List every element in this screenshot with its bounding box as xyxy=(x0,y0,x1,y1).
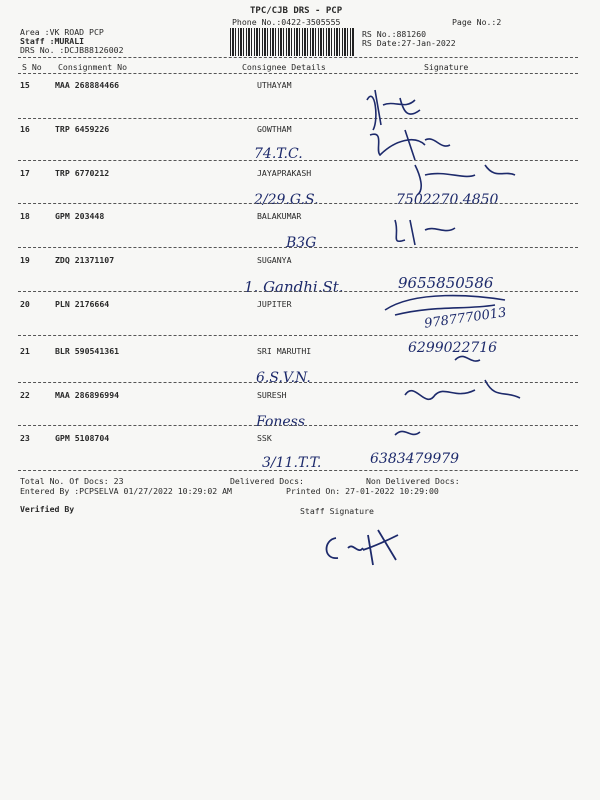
staff-signature-label: Staff Signature xyxy=(300,506,374,516)
row-sno: 17 xyxy=(20,168,30,178)
row-sno: 18 xyxy=(20,211,30,221)
row-sno: 21 xyxy=(20,346,30,356)
row-consignee: SRI MARUTHI xyxy=(257,346,312,356)
row-consignment: GPM 203448 xyxy=(55,211,105,221)
row-consignee: SUGANYA xyxy=(257,255,292,265)
row-consignee: SURESH xyxy=(257,390,287,400)
delivered-docs: Delivered Docs: xyxy=(230,476,304,486)
row-consignment: BLR 590541361 xyxy=(55,346,120,356)
row-consignee: UTHAYAM xyxy=(257,80,292,90)
handwritten-address: B3G xyxy=(286,235,317,251)
row-consignee: GOWTHAM xyxy=(257,124,292,134)
entered-by: Entered By :PCPSELVA 01/27/2022 10:29:02 AM xyxy=(20,486,232,496)
printed-on: Printed On: 27-01-2022 10:29:00 xyxy=(286,486,439,496)
row-consignment: GPM 5108704 xyxy=(55,433,110,443)
handwritten-phone: 9787770013 xyxy=(423,305,508,332)
signature-18 xyxy=(395,220,455,245)
handwritten-address: 6.S.V.N. xyxy=(256,370,311,386)
phone-number: Phone No.:0422-3505555 xyxy=(232,17,341,27)
divider xyxy=(18,73,578,74)
document-title: TPC/CJB DRS - PCP xyxy=(250,6,343,16)
handwritten-address: 74.T.C. xyxy=(254,146,303,162)
page-number: Page No.:2 xyxy=(452,17,502,27)
signature-20 xyxy=(385,296,505,315)
handwritten-phone: 7502270.4850 xyxy=(396,192,499,208)
signature-16 xyxy=(370,130,450,160)
row-sno: 23 xyxy=(20,433,30,443)
row-sno: 16 xyxy=(20,124,30,134)
handwritten-address: 2/29.G.S. xyxy=(254,192,319,208)
row-consignee: BALAKUMAR xyxy=(257,211,302,221)
row-consignment: MAA 268884466 xyxy=(55,80,120,90)
col-signature: Signature xyxy=(424,62,469,72)
handwritten-phone: 6299022716 xyxy=(408,340,498,356)
rs-date: RS Date:27-Jan-2022 xyxy=(362,38,456,48)
row-consignment: TRP 6770212 xyxy=(55,168,110,178)
signature-22 xyxy=(405,380,520,399)
drs-number: DRS No. :DCJB88126002 xyxy=(20,45,124,55)
signature-15 xyxy=(367,90,420,130)
handwritten-address: 1. Gandhi.St. xyxy=(244,278,344,296)
row-consignment: TRP 6459226 xyxy=(55,124,110,134)
handwritten-phone: 6383479979 xyxy=(370,451,460,467)
handwritten-address: Foness xyxy=(256,414,306,430)
total-docs: Total No. Of Docs: 23 xyxy=(20,476,124,486)
col-consignment: Consignment No xyxy=(58,62,128,72)
row-sno: 20 xyxy=(20,299,30,309)
col-sno: S No xyxy=(22,62,42,72)
row-consignment: MAA 286896994 xyxy=(55,390,120,400)
row-consignment: ZDQ 21371107 xyxy=(55,255,115,265)
row-consignee: JAYAPRAKASH xyxy=(257,168,312,178)
staff-signature xyxy=(318,520,408,570)
area-label: Area :VK ROAD PCP xyxy=(20,27,104,37)
rs-number: RS No.:881260 xyxy=(362,29,427,39)
non-delivered-docs: Non Delivered Docs: xyxy=(366,476,460,486)
col-consignee: Consignee Details xyxy=(242,62,326,72)
handwritten-phone: 9655850586 xyxy=(398,274,494,292)
row-sno: 19 xyxy=(20,255,30,265)
row-consignee: JUPITER xyxy=(257,299,292,309)
signature-23 xyxy=(395,431,420,435)
verified-by: Verified By xyxy=(20,504,75,514)
signature-21 xyxy=(455,356,480,361)
row-consignment: PLN 2176664 xyxy=(55,299,110,309)
row-sno: 22 xyxy=(20,390,30,400)
row-consignee: SSK xyxy=(257,433,272,443)
row-sno: 15 xyxy=(20,80,30,90)
signature-17 xyxy=(415,165,515,195)
signature-column-scribbles xyxy=(355,80,575,480)
divider xyxy=(18,57,578,58)
staff-label: Staff :MURALI xyxy=(20,36,85,46)
barcode xyxy=(230,28,355,56)
handwritten-address: 3/11.T.T. xyxy=(262,455,322,471)
